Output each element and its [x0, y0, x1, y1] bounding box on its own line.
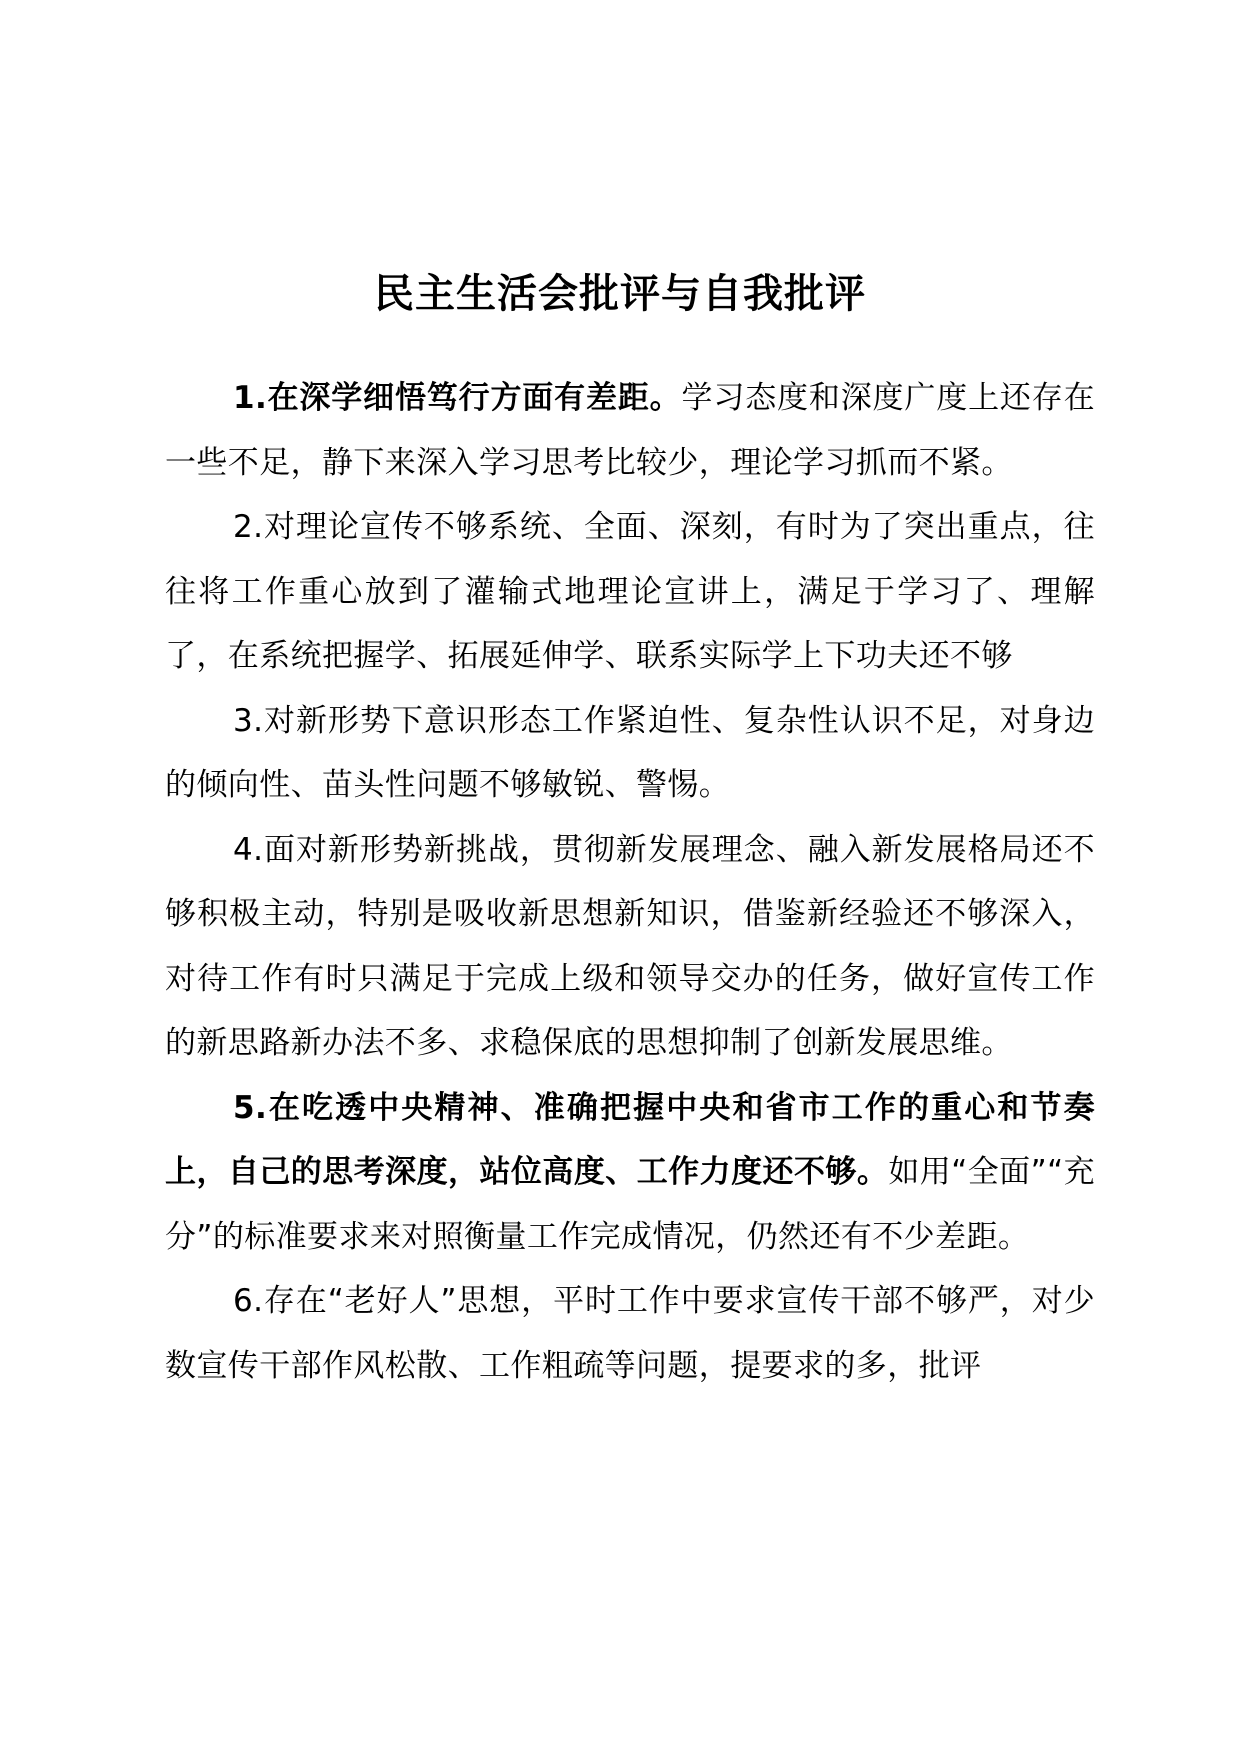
paragraph-1: [165, 366, 1095, 495]
paragraph-6-text: 6.存在“老好人”思想，平时工作中要求宣传干部不够严，对少数宣传干部作风松散、工作粗疏等问题，提要求的多，批评: [165, 1283, 1095, 1384]
paragraph-2-text: 2.对理论宣传不够系统、全面、深刻，有时为了突出重点，往往将工作重心放到了灌输式地理论宣讲上，满足于学习了、理解了，在系统把握学、拓展延伸学、联系实际学上下功夫还不够: [165, 509, 1095, 674]
paragraph-2: [165, 495, 1095, 689]
document-body: [165, 366, 1095, 1398]
paragraph-3-text: 3.对新形势下意识形态工作紧迫性、复杂性认识不足，对身边的倾向性、苗头性问题不够敏锐、警惕。: [165, 702, 1095, 803]
paragraph-4-text: 4.面对新形势新挑战，贯彻新发展理念、融入新发展格局还不够积极主动，特别是吸收新思想新知识，借鉴新经验还不够深入，对待工作有时只满足于完成上级和领导交办的任务，做好宣传工作的新思路新办法不多、求稳保底的思想抑制了创新发展思维。: [165, 831, 1095, 1061]
paragraph-5-lead: 5.在吃透中央精神、准确把握中央和省市工作的重心和节奏上，自己的思考深度，站位高度、工作力度还不够。: [165, 1089, 1095, 1190]
paragraph-1-text: 学习态度和深度广度上还存在一些不足，静下来深入学习思考比较少，理论学习抓而不紧。: [165, 380, 1095, 481]
paragraph-6: [165, 1269, 1095, 1398]
paragraph-3: [165, 689, 1095, 818]
paragraph-1-lead: 1.在深学细悟笃行方面有差距。: [233, 380, 682, 416]
paragraph-5: [165, 1076, 1095, 1270]
paragraph-4: [165, 818, 1095, 1076]
paragraph-5-text: 如用“全面”“充分”的标准要求来对照衡量工作完成情况，仍然还有不少差距。: [165, 1154, 1095, 1255]
document-title: 民主生活会批评与自我批评: [374, 271, 866, 317]
